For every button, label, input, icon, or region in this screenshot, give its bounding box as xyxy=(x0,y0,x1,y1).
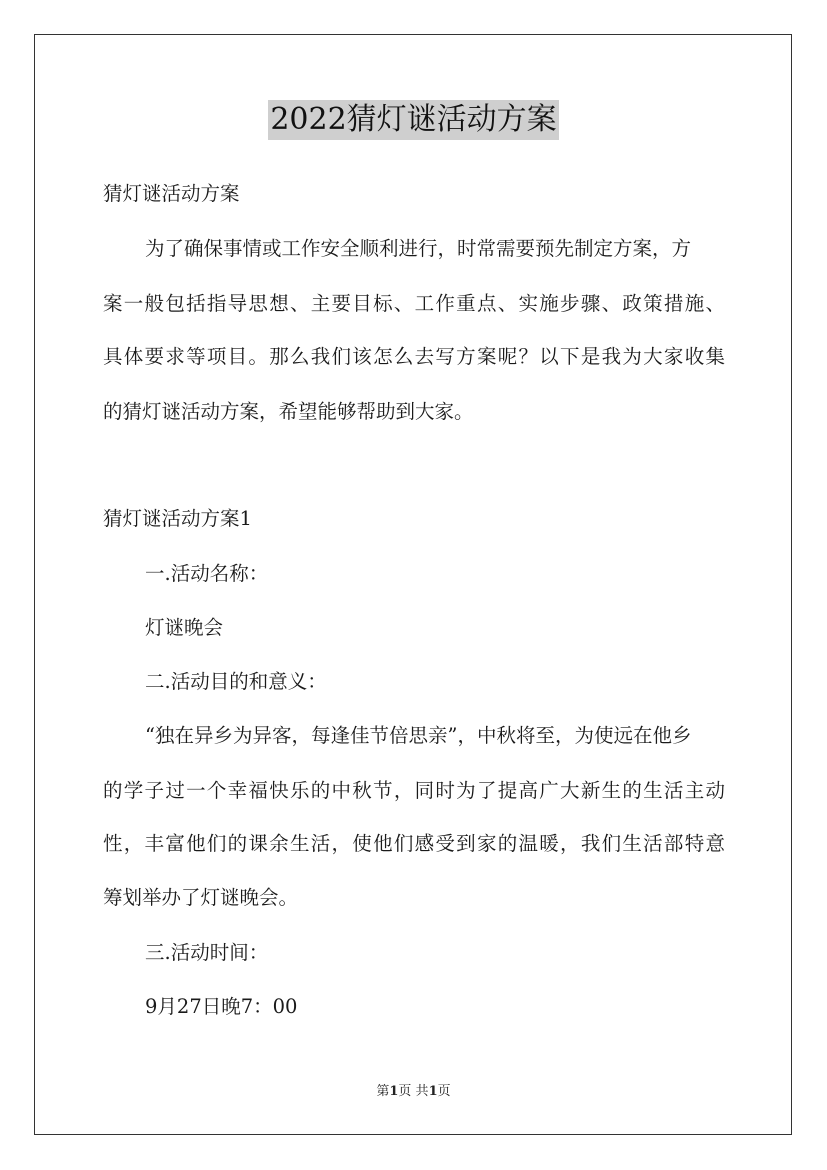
paragraph-line: 的猜灯谜活动方案，希望能够帮助到大家。 xyxy=(103,400,474,423)
footer-mid: 页 共 xyxy=(398,1084,429,1099)
section-heading: 猜灯谜活动方案1 xyxy=(103,507,252,530)
item-text: 9月27日晚7：00 xyxy=(145,995,298,1018)
section-heading: 猜灯谜活动方案 xyxy=(103,182,240,205)
footer-suffix: 页 xyxy=(437,1084,451,1099)
item-heading: 二.活动目的和意义： xyxy=(145,670,327,693)
paragraph-line: “独在异乡为异客，每逢佳节倍思亲”，中秋将至，为使远在他乡 xyxy=(145,724,692,747)
footer-prefix: 第 xyxy=(376,1084,390,1099)
title-container xyxy=(0,100,827,140)
paragraph-line: 性，丰富他们的课余生活，使他们感受到家的温暖，我们生活部特意 xyxy=(103,832,725,855)
paragraph-line: 的学子过一个幸福快乐的中秋节，同时为了提高广大新生的生活主动 xyxy=(103,779,725,802)
total-page-number: 1 xyxy=(428,1084,438,1099)
paragraph-line: 具体要求等项目。那么我们该怎么去写方案呢？以下是我为大家收集 xyxy=(103,345,725,368)
item-text: 灯谜晚会 xyxy=(145,616,224,639)
item-heading: 一.活动名称： xyxy=(145,562,269,585)
paragraph-line: 筹划举办了灯谜晚会。 xyxy=(103,886,299,909)
current-page-number: 1 xyxy=(389,1084,399,1099)
paragraph-line: 为了确保事情或工作安全顺利进行，时常需要预先制定方案，方 xyxy=(145,237,692,260)
paragraph-line: 案一般包括指导思想、主要目标、工作重点、实施步骤、政策措施、 xyxy=(103,292,725,315)
document-title: 2022猜灯谜活动方案 xyxy=(268,100,558,140)
page-footer xyxy=(0,1083,827,1101)
item-heading: 三.活动时间： xyxy=(145,941,269,964)
